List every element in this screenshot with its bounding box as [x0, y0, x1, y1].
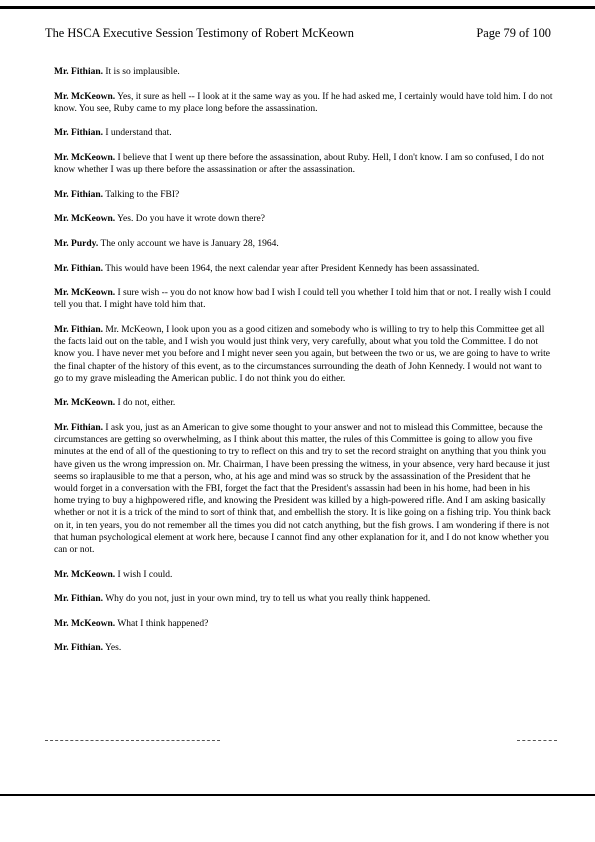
transcript-paragraph: [54, 189, 553, 201]
transcript-paragraph: [54, 422, 553, 556]
document-title: The HSCA Executive Session Testimony of Robert McKeown: [45, 26, 354, 40]
speaker-name: Mr. Fithian.: [54, 324, 103, 335]
speaker-name: Mr. McKeown.: [54, 288, 116, 299]
speaker-name: Mr. Purdy.: [54, 238, 99, 249]
speaker-name: Mr. McKeown.: [54, 618, 116, 629]
speaker-name: Mr. McKeown.: [54, 569, 116, 580]
scan-artifact: [45, 740, 220, 742]
scan-artifact: [517, 740, 557, 742]
transcript-paragraph: [54, 152, 553, 176]
transcript-paragraph: [54, 287, 553, 311]
transcript-paragraph: [54, 213, 553, 225]
speech-text: Yes, it sure as hell -- I look at it the same way as you. If he had asked me, I certainly would have told him. I do not know. You see, Ruby came to my place long before the assassination.: [54, 91, 553, 114]
transcript-paragraph: [54, 593, 553, 605]
speaker-name: Mr. Fithian.: [54, 263, 103, 274]
speech-text: I wish I could.: [115, 569, 173, 580]
speaker-name: Mr. McKeown.: [54, 91, 116, 102]
speech-text: What I think happened?: [115, 618, 209, 629]
speaker-name: Mr. Fithian.: [54, 67, 103, 77]
speech-text: The only account we have is January 28, 1964.: [98, 238, 279, 249]
speaker-name: Mr. Fithian.: [54, 128, 103, 139]
speech-text: I do not, either.: [115, 398, 176, 409]
speech-text: I sure wish -- you do not know how bad I wish I could tell you whether I told him that or not. I really wish I could tell you that. I might have told him that.: [54, 288, 551, 311]
speech-text: Mr. McKeown, I look upon you as a good citizen and somebody who is willing to try to help this Committee get all the facts laid out on the table, and I wish you would just think very, very carefully, about what you told the Committee. I do not know you. I have never met you before and I might never seen you again, but between the two or us, we are going to have to write the final chapter of the history of this event, as to the circumstances surrounding the death of John Kennedy. I would not want to go to my grave misleading the American public. I do not think you do either.: [54, 324, 550, 384]
speech-text: I understand that.: [103, 128, 172, 139]
transcript-paragraph: [54, 263, 553, 275]
speaker-name: Mr. Fithian.: [54, 422, 103, 433]
transcript-paragraph: [54, 324, 553, 385]
transcript-paragraph: [54, 618, 553, 630]
transcript-paragraph: [54, 127, 553, 139]
page-header: [45, 26, 551, 42]
bottom-rule: [0, 794, 595, 796]
speaker-name: Mr. McKeown.: [54, 398, 116, 409]
speaker-name: Mr. Fithian.: [54, 594, 103, 605]
transcript-paragraph: [54, 238, 553, 250]
speech-text: Yes. Do you have it wrote down there?: [115, 214, 265, 225]
transcript-paragraph: [54, 397, 553, 409]
speech-text: Talking to the FBI?: [103, 189, 180, 200]
top-rule: [0, 6, 595, 9]
speech-text: This would have been 1964, the next calendar year after President Kennedy has been assassinated.: [103, 263, 480, 274]
transcript-paragraph: [54, 66, 553, 78]
speaker-name: Mr. Fithian.: [54, 643, 103, 654]
transcript-paragraph: [54, 642, 553, 654]
speech-text: I ask you, just as an American to give some thought to your answer and not to mislead this Committee, because the circumstances are getting so overwhelming, as I think about this matter, the rules of this Committee is going to allow you five minutes at the end of all of the questioning to try to reflect on this and try to set the record straight on anything that you think you have given us the wrong impression on. Mr. Chairman, I have been pressing the witness, in your absence, very hard because it just seems so iraplausible to me that a person, who, at his age and mind was so struck by the assassination of the President that he would forget in a conversation with the FBI, forget the fact that the President's assassin had been in his home, had been in his home trying to buy a highpowered rifle, and knowing the President was killed by a high-powered rifle. And I am asking basically whether or not it is a trick of the mind to sort of think that, and embellish the story. It is like going on a fishing trip. You think back on it, in ten years, you do not remember all the times you did not catch anything, but the fish grows. I am wondering if there is not that human psychological element at work here, because I cannot find any other explanation for it, and I do not know whether you can or not.: [54, 422, 551, 555]
speaker-name: Mr. Fithian.: [54, 189, 103, 200]
page-number: Page 79 of 100: [476, 26, 551, 40]
speech-text: Yes.: [103, 643, 122, 654]
speech-text: It is so implausible.: [103, 67, 180, 77]
transcript-body: [54, 66, 553, 667]
transcript-paragraph: [54, 569, 553, 581]
speaker-name: Mr. McKeown.: [54, 152, 116, 163]
speaker-name: Mr. McKeown.: [54, 214, 116, 225]
speech-text: Why do you not, just in your own mind, try to tell us what you really think happened.: [103, 594, 431, 605]
speech-text: I believe that I went up there before the assassination, about Ruby. Hell, I don't know. I am so confused, I do not know whether I was up there before the assassination or after the assassination.: [54, 152, 545, 176]
transcript-paragraph: [54, 91, 553, 115]
